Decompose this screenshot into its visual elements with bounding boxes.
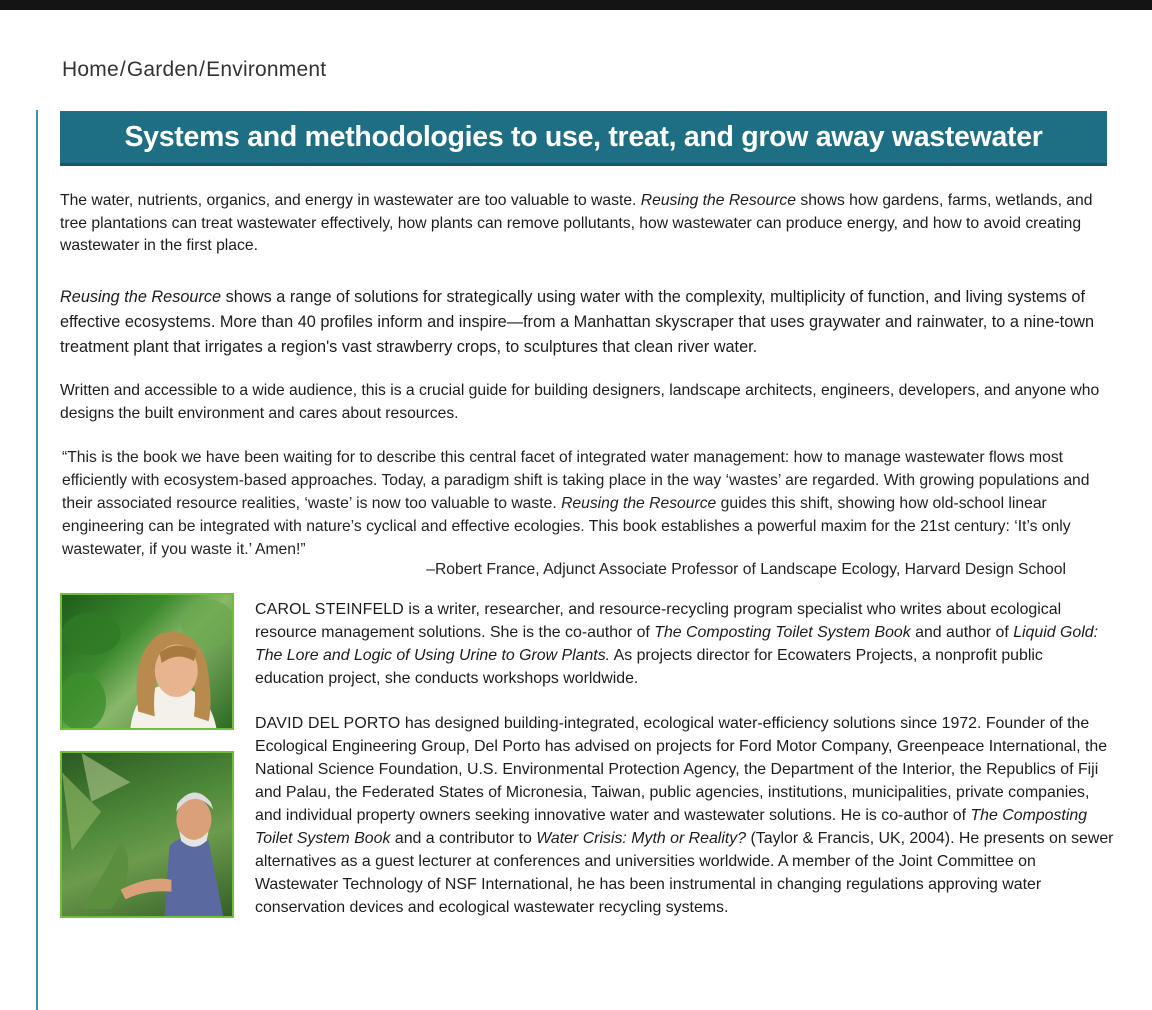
breadcrumb-home: Home [62,58,119,81]
scan-top-edge [0,0,1152,10]
bio-text: and author of [910,624,1014,641]
author-bio-carol-steinfeld [255,598,1115,690]
left-margin-rule [36,110,38,1010]
author-name: CAROL STEINFELD [255,601,404,618]
endorsement-quote [62,446,1107,561]
book-title: Liquid Gold: The Lore and Logic of Using Urine to Grow Plants. [255,624,1098,664]
portrait-illustration [62,753,232,916]
quote-attribution: –Robert France, Adjunct Associate Professor of Landscape Ecology, Harvard Design School [426,561,1066,578]
author-photo-carol-steinfeld [60,593,234,730]
breadcrumb-garden: Garden [126,58,199,81]
author-photo-david-del-porto [60,751,234,918]
quote-text: “This is the book we have been waiting for to describe this central facet of integrated water management: how to manage wastewater flows most efficiently with ecosystem-based approaches. Today, a paradigm shift is taking place in the way ‘wastes’ are regarded. With growing populations and their associated resource realities, ‘waste’ is now too valuable to waste. [62,449,1090,512]
intro-paragraph [60,190,1110,258]
breadcrumb [62,58,326,82]
book-title: Water Crisis: Myth or Reality? [536,830,747,847]
audience-paragraph: Written and accessible to a wide audience, this is a crucial guide for building designers, landscape architects, engineers, developers, and anyone who designs the built environment and cares about resources. [60,382,1100,422]
book-title: Reusing the Resource [60,288,222,306]
bio-text: (Taylor & Francis, UK, 2004). He presents on sewer alternatives as a guest lecturer at conferences and universities worldwide. A member of the Joint Committee on Wastewater Technology of NSF International, he has been instrumental in changing regulations approving water conservation devices and ecological wastewater recycling systems. [255,830,1114,916]
solutions-text: shows a range of solutions for strategically using water with the complexity, multiplicity of function, and living systems of effective ecosystems. More than 40 profiles inform and inspire—from a Manhattan skyscraper that uses graywater and rainwater, to a nine-town treatment plant that irrigates a region's vast strawberry crops, to sculptures that clean river water. [60,288,1095,356]
bio-text: and a contributor to [390,830,537,847]
bio-text: has designed building-integrated, ecological water-efficiency solutions since 1972. Founder of the Ecological Engineering Group, Del Porto has advised on projects for Ford Motor Company, Greenpeace International, the National Science Foundation, U.S. Environmental Protection Agency, the Department of the Interior, the Republics of Fiji and Palau, the Federated States of Micronesia, Taiwan, public agencies, institutions, municipalities, private companies, and individual property owners seeking innovative water and wastewater solutions. He is co-author of [255,715,1108,824]
title-banner [60,111,1107,166]
breadcrumb-separator: / [199,58,206,81]
intro-text: The water, nutrients, organics, and energy in wastewater are too valuable to waste. [60,192,641,209]
bio-text: As projects director for Ecowaters Projects, a nonprofit public education project, she conducts workshops worldwide. [255,647,1043,687]
author-name: DAVID DEL PORTO [255,715,401,732]
book-title: The Composting Toilet System Book [654,624,911,641]
book-title: The Composting Toilet System Book [255,807,1088,847]
solutions-paragraph [60,285,1110,360]
page-title: Systems and methodologies to use, treat, and grow away wastewater [124,120,1043,153]
book-title: Reusing the Resource [640,192,796,209]
quote-text: guides this shift, showing how old-school linear engineering can be integrated with nature’s cyclical and effective ecologies. This book establishes a powerful maxim for the 21st century: ‘It’s only wastewater, if you waste it.’ Amen!” [62,495,1071,558]
intro-text: shows how gardens, farms, wetlands, and tree plantations can treat wastewater effectively, how plants can remove pollutants, how wastewater can produce energy, and how to avoid creating wastewater in the first place. [60,192,1093,254]
book-title: Reusing the Resource [561,495,717,512]
breadcrumb-separator: / [119,58,126,81]
breadcrumb-environment: Environment [206,58,327,81]
author-bio-david-del-porto [255,712,1115,919]
portrait-illustration [62,595,232,728]
bio-text: is a writer, researcher, and resource-recycling program specialist who writes about ecological resource management solutions. She is the co-author of [255,601,1062,641]
